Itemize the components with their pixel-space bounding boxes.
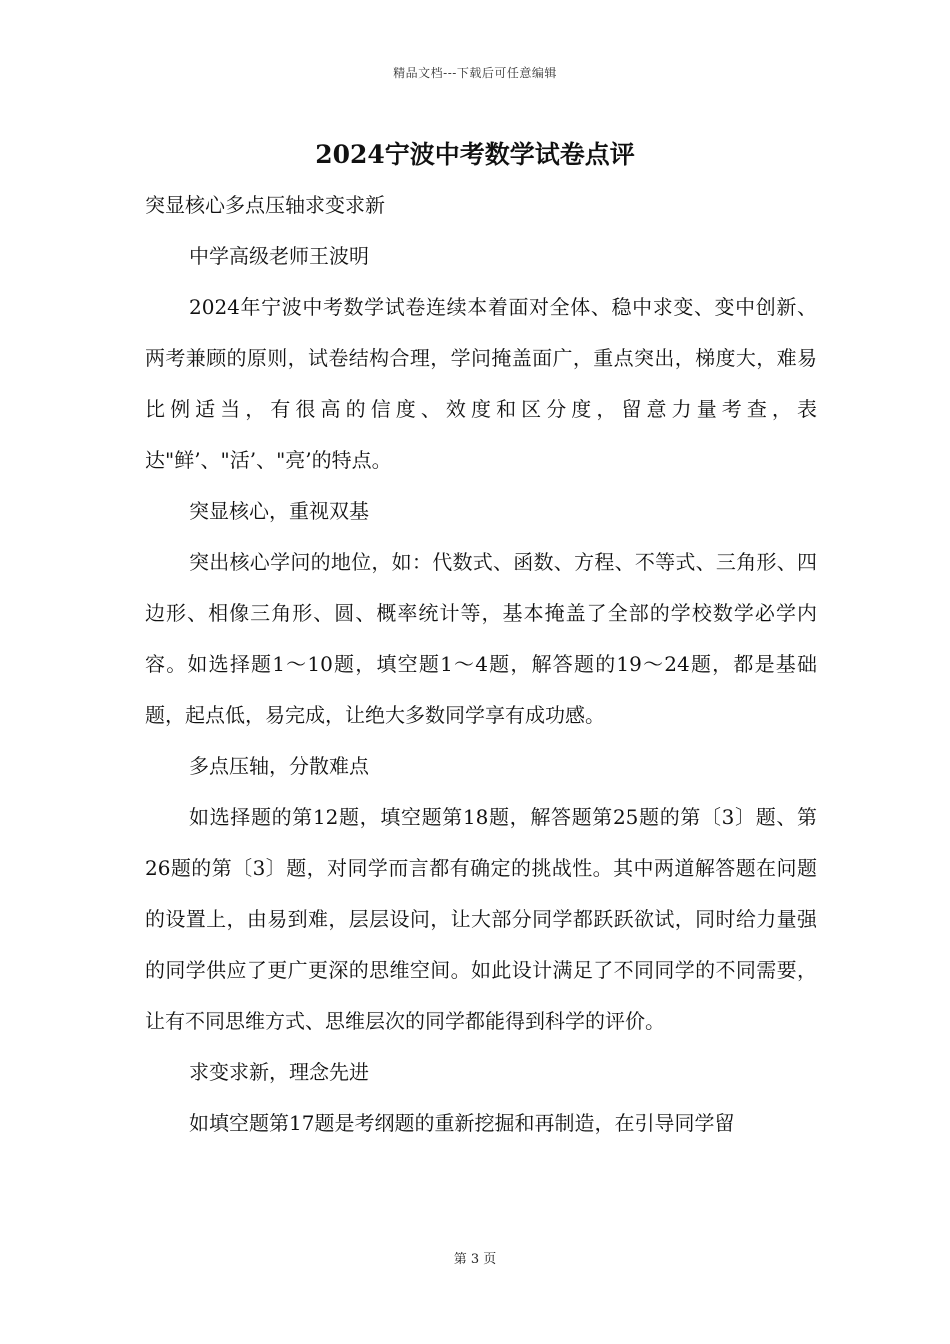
section-heading-innovation: 求变求新，理念先进: [189, 1060, 369, 1084]
section-heading-core: 突显核心，重视双基: [189, 499, 369, 523]
paragraph-intro: 2024年宁波中考数学试卷连续本着面对全体、稳中求变、变中创新、两考兼顾的原则，试卷结构合理，学问掩盖面广，重点突出，梯度大，难易比例适当，有很高的信度、效度和区分度，留意力量考查，表达"鲜’、"活’、"亮’的特点。: [145, 295, 817, 472]
document-body: [145, 180, 817, 1149]
section-heading-multipoint: 多点压轴，分散难点: [189, 754, 369, 778]
document-subtitle: 突显核心多点压轴求变求新: [145, 193, 385, 217]
document-title: 2024宁波中考数学试卷点评: [315, 140, 635, 169]
paragraph-multipoint: 如选择题的第12题，填空题第18题，解答题第25题的第〔3〕题、第26题的第〔3〕题，对同学而言都有确定的挑战性。其中两道解答题在问题的设置上，由易到难，层层设问，让大部分同学都跃跃欲试，同时给力量强的同学供应了更广更深的思维空间。如此设计满足了不同同学的不同需要，让有不同思维方式、思维层次的同学都能得到科学的评价。: [145, 805, 817, 1033]
page-number: 第 3 页: [453, 1252, 497, 1267]
paragraph-innovation: 如填空题第17题是考纲题的重新挖掘和再制造，在引导同学留: [189, 1111, 735, 1135]
paragraph-core: 突出核心学问的地位，如：代数式、函数、方程、不等式、三角形、四边形、相像三角形、圆、概率统计等，基本掩盖了全部的学校数学必学内容。如选择题1～10题，填空题1～4题，解答题的19～24题，都是基础题，起点低，易完成，让绝大多数同学享有成功感。: [145, 550, 817, 727]
page-header: 精品文档---下载后可任意编辑: [393, 66, 557, 80]
author-line: 中学高级老师王波明: [189, 244, 369, 268]
